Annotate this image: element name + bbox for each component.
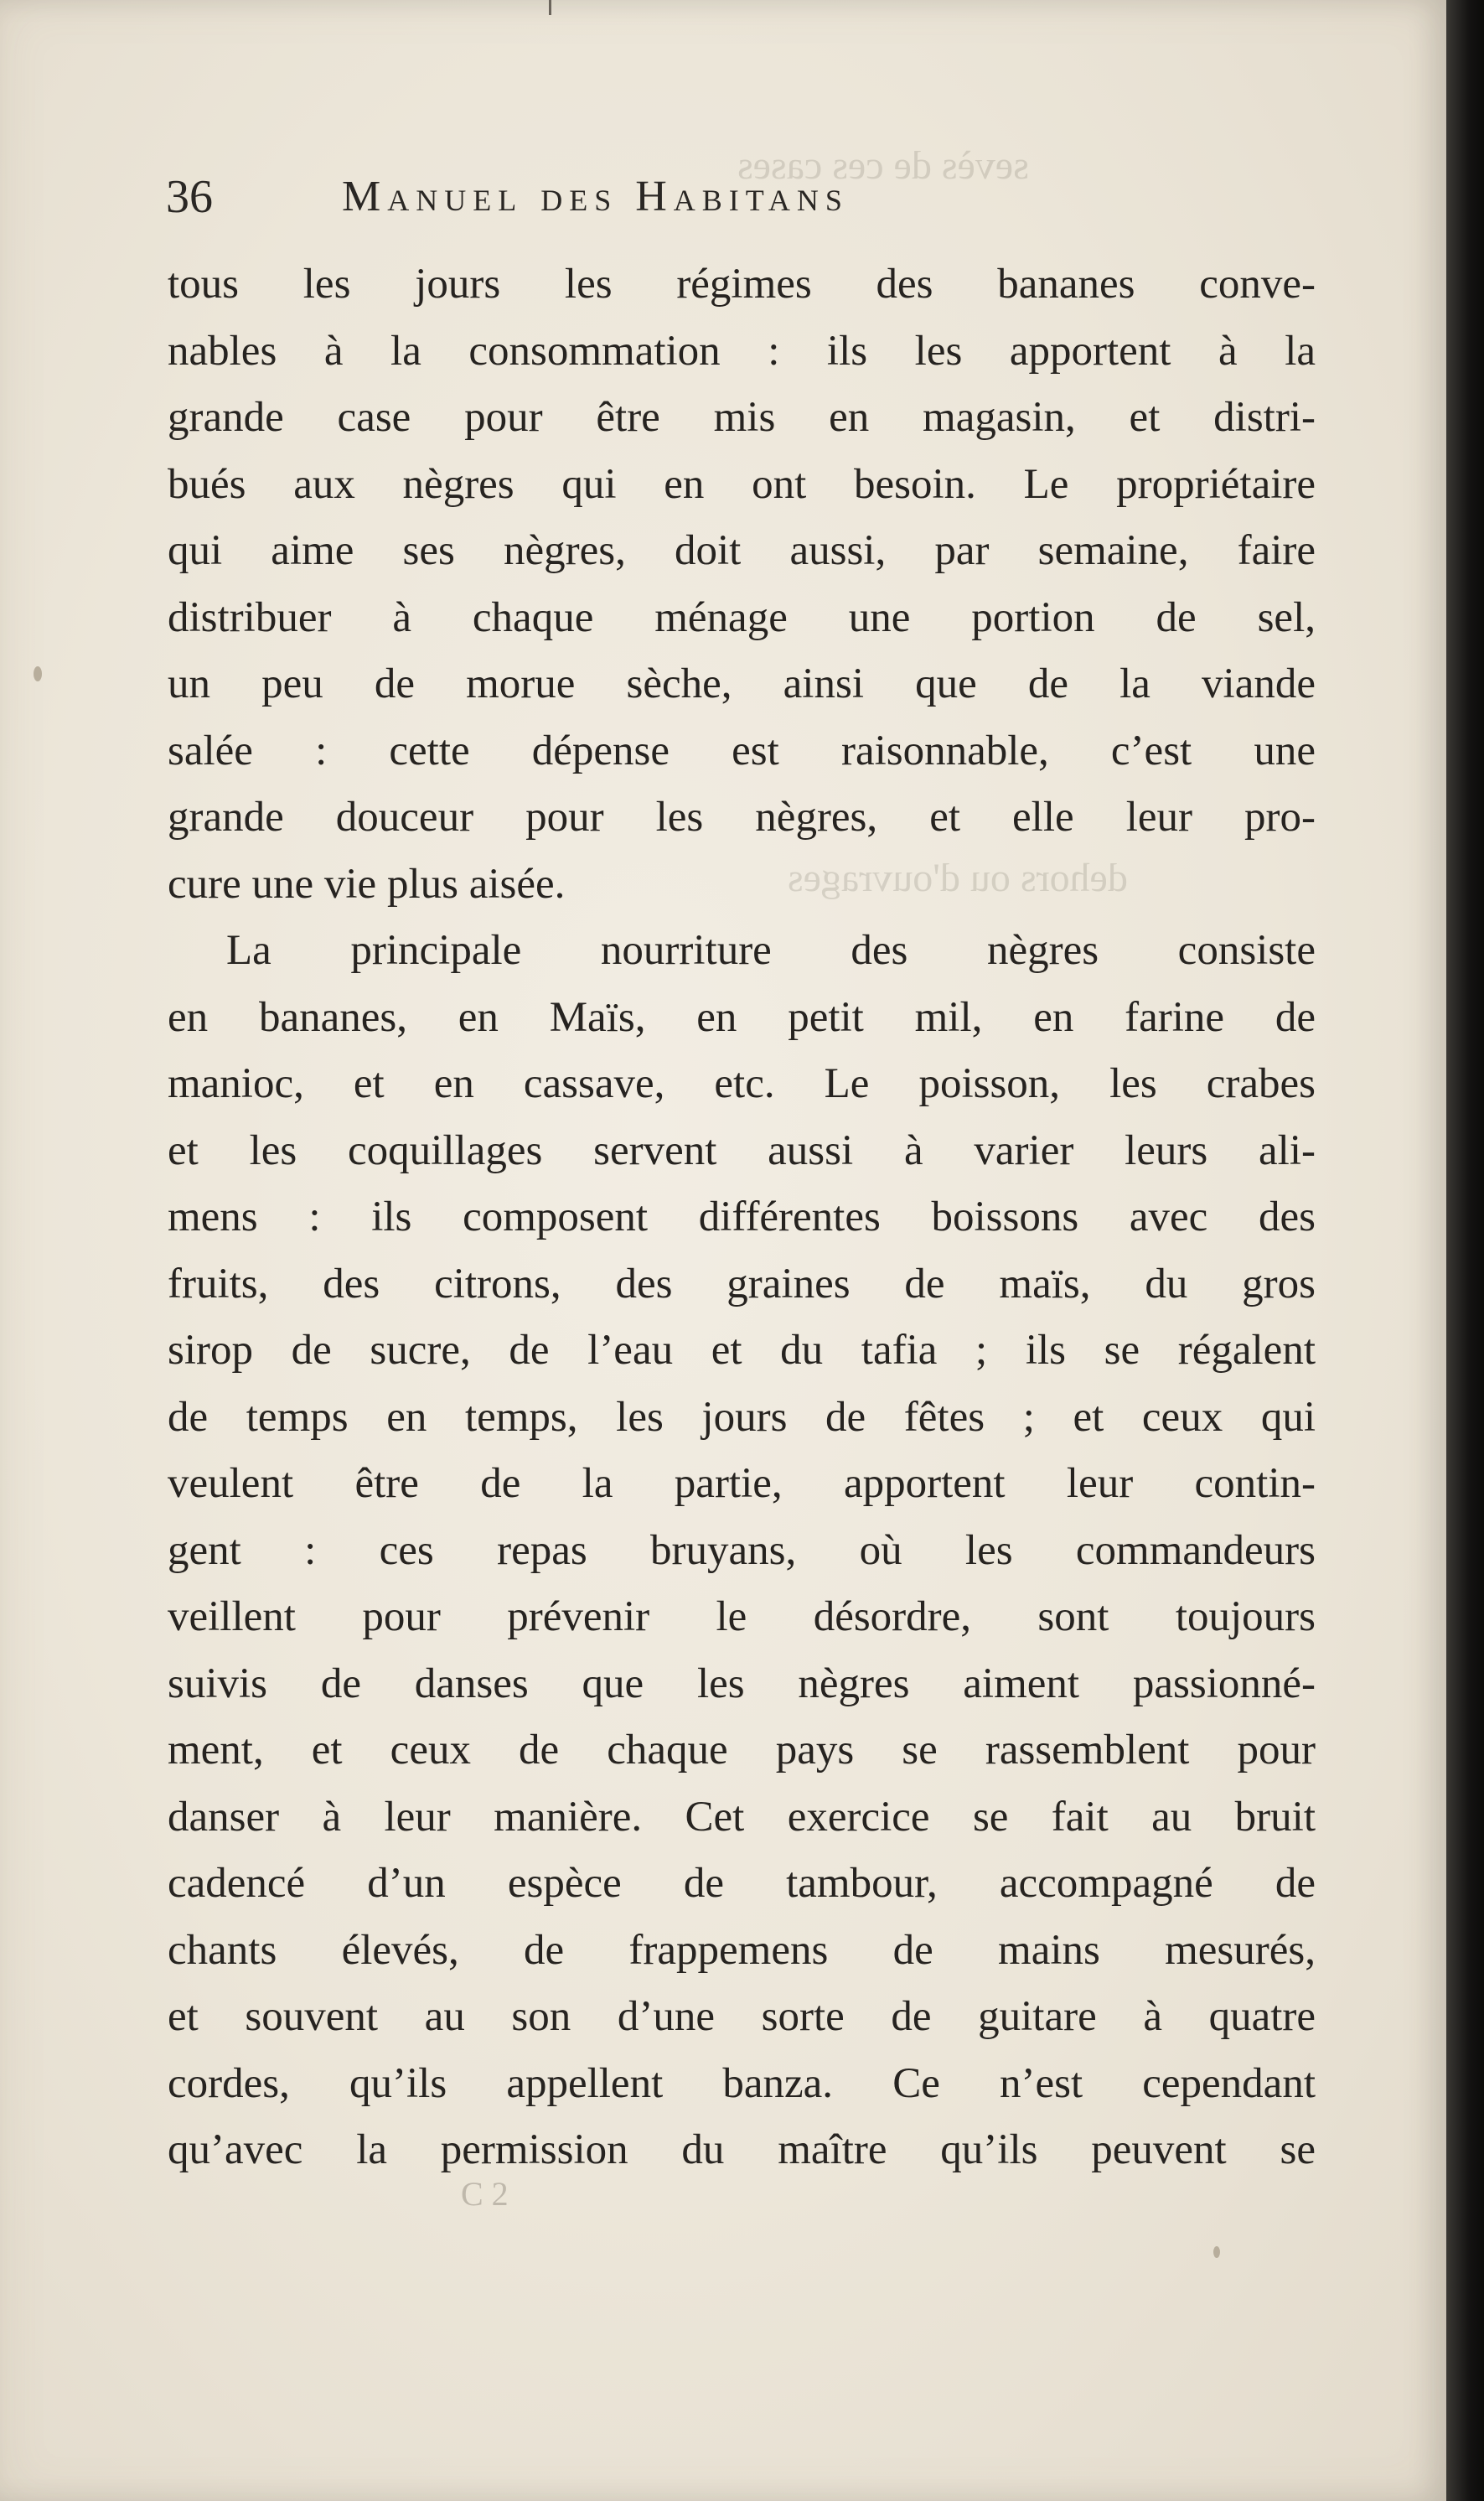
- text-line: de temps en temps, les jours de fêtes ; et ceux qui: [168, 1393, 1316, 1441]
- text-line: nables à la consommation : ils les apportent à la: [168, 327, 1316, 375]
- running-title: Manuel des Habitans: [342, 173, 849, 220]
- text-line: veulent être de la partie, apportent leur contin-: [168, 1460, 1316, 1507]
- body-text: [168, 251, 1316, 2184]
- text-line: gent : ces repas bruyans, où les commandeurs: [168, 1526, 1316, 1574]
- text-line: chants élevés, de frappemens de mains mesurés,: [168, 1926, 1316, 1974]
- paper-speck: [34, 666, 42, 681]
- signature-mark-text: C 2: [461, 2175, 509, 2213]
- text-line: cure une vie plus aisée.: [168, 860, 566, 908]
- text-line: cadencé d’un espèce de tambour, accompagné de: [168, 1860, 1316, 1907]
- book-gutter-edge: [1446, 0, 1484, 2501]
- text-line: qui aime ses nègres, doit aussi, par semaine, faire: [168, 527, 1316, 574]
- text-line: grande douceur pour les nègres, et elle leur pro-: [168, 794, 1316, 841]
- text-line: en bananes, en Maïs, en petit mil, en farine de: [168, 993, 1316, 1041]
- text-line: et souvent au son d’une sorte de guitare à quatre: [168, 1993, 1316, 2040]
- text-line: et les coquillages servent aussi à varier leurs ali-: [168, 1126, 1316, 1174]
- page-number: 36: [166, 171, 213, 223]
- text-line: distribuer à chaque ménage une portion de sel,: [168, 593, 1316, 641]
- text-line: ment, et ceux de chaque pays se rassemblent pour: [168, 1727, 1316, 1773]
- text-line: un peu de morue sèche, ainsi que de la viande: [168, 660, 1316, 707]
- top-edge-mark: [549, 0, 551, 15]
- text-line: fruits, des citrons, des graines de maïs, du gros: [168, 1260, 1316, 1307]
- text-line: manioc, et en cassave, etc. Le poisson, les crabes: [168, 1060, 1316, 1107]
- text-line: veillent pour prévenir le désordre, sont toujours: [168, 1593, 1316, 1640]
- text-line: cordes, qu’ils appellent banza. Ce n’est cependant: [168, 2059, 1316, 2107]
- text-line: danser à leur manière. Cet exercice se fait au bruit: [168, 1793, 1316, 1841]
- paragraph-first-line: La principale nourriture des nègres consiste: [226, 927, 1316, 974]
- text-line: mens : ils composent différentes boissons avec des: [168, 1194, 1316, 1240]
- text-line: sirop de sucre, de l’eau et du tafia ; ils se régalent: [168, 1327, 1316, 1374]
- text-line: tous les jours les régimes des bananes conve-: [168, 261, 1316, 308]
- bleed-through-text: sevès de ces cases: [737, 143, 1029, 188]
- text-line: grande case pour être mis en magasin, et distri-: [168, 394, 1316, 441]
- text-line: salée : cette dépense est raisonnable, c’est une: [168, 727, 1316, 774]
- text-line: bués aux nègres qui en ont besoin. Le propriétaire: [168, 460, 1316, 508]
- bleed-through-text: dehors ou d'ouvrages: [788, 856, 1128, 900]
- signature-mark: [419, 2175, 570, 2213]
- running-head: [166, 168, 1155, 226]
- text-line: suivis de danses que les nègres aiment passionné-: [168, 1660, 1316, 1707]
- paper-speck: [1213, 2246, 1220, 2258]
- text-line: qu’avec la permission du maître qu’ils peuvent se: [168, 2126, 1316, 2173]
